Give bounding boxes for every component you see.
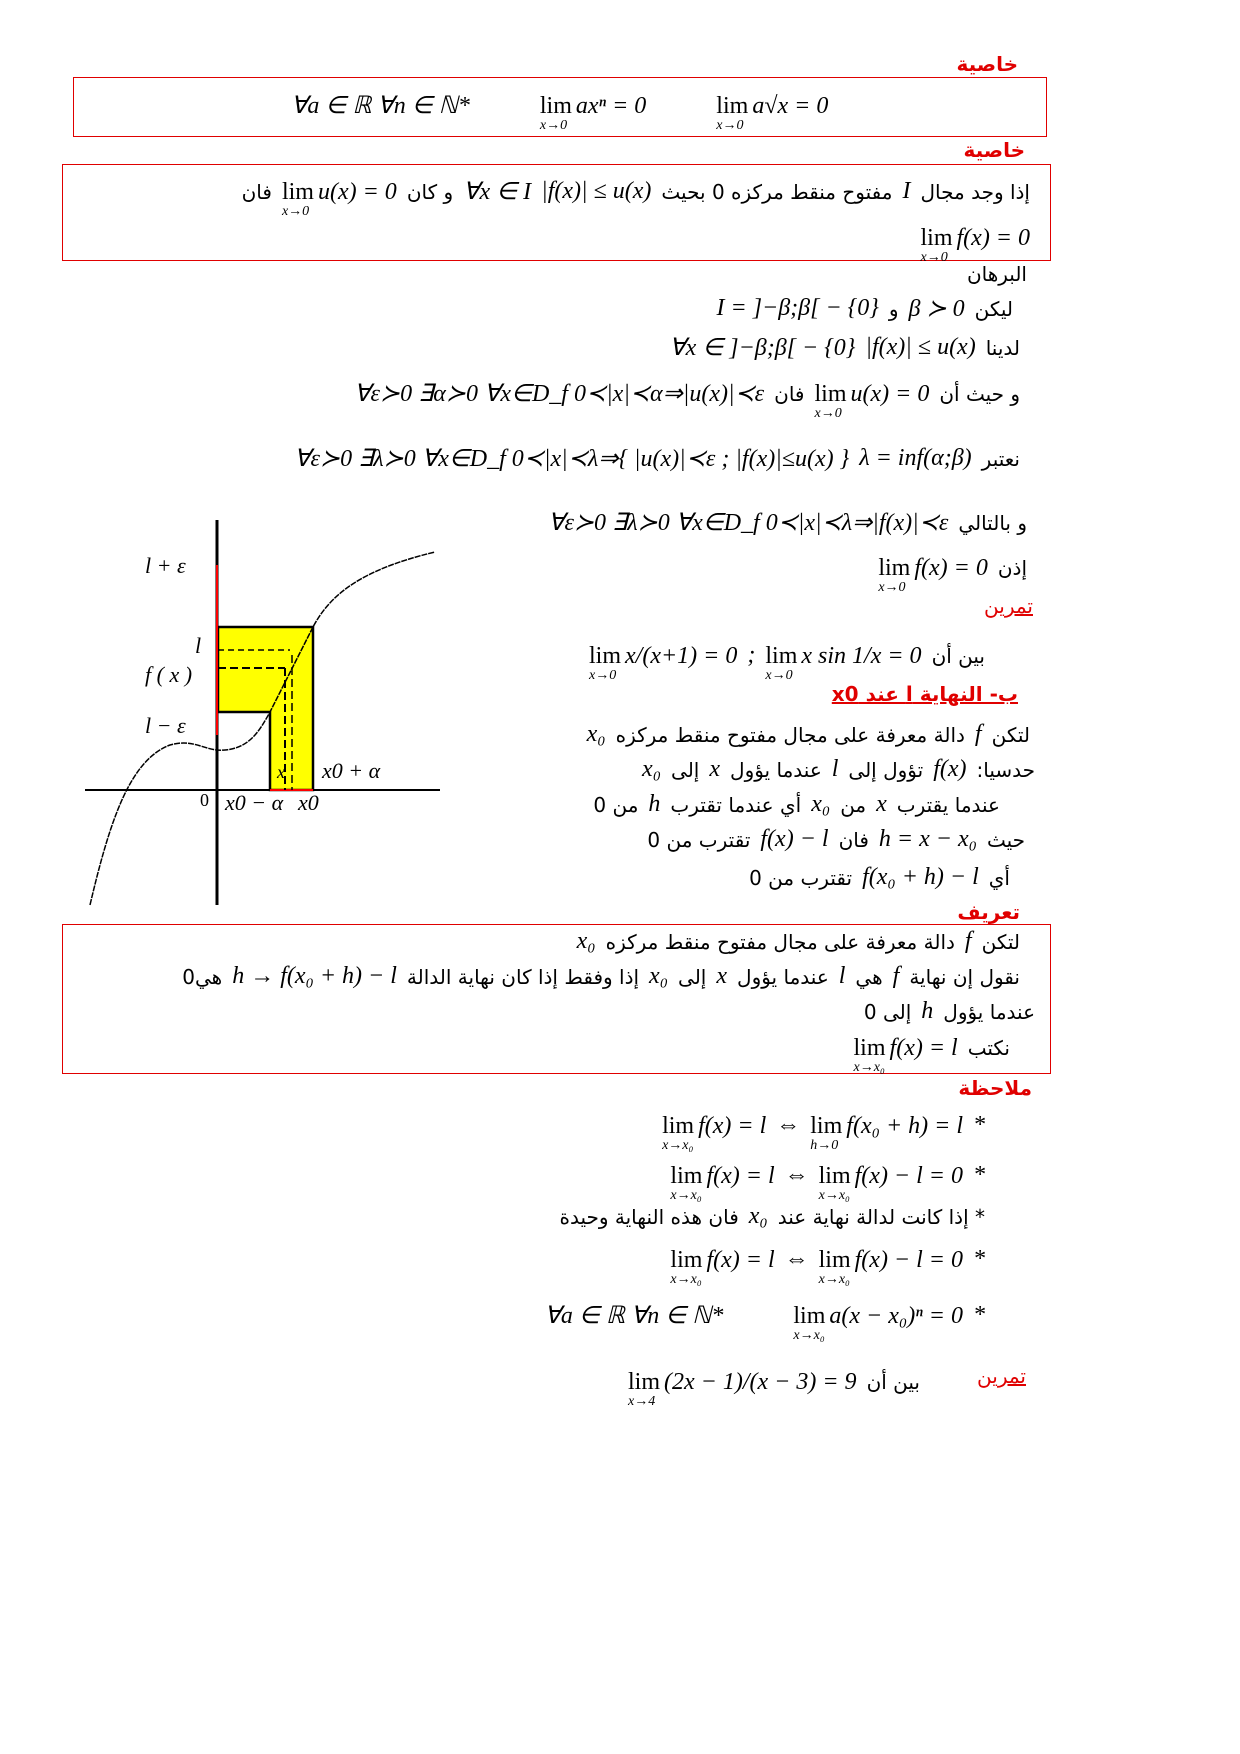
arabic-text: * إذا كانت لدالة نهاية عند bbox=[777, 1204, 985, 1229]
lim-operator: lim bbox=[670, 1163, 703, 1189]
lim-operator: lim bbox=[818, 1247, 851, 1273]
proof-5 bbox=[543, 508, 1032, 537]
math-expression: ∀x ∈ I bbox=[463, 179, 532, 205]
limit-expression bbox=[810, 1114, 963, 1153]
arabic-text: إلى bbox=[671, 757, 700, 782]
math-expression: x bbox=[716, 963, 728, 989]
limit-graph bbox=[0, 0, 460, 920]
math-expression: I bbox=[902, 178, 911, 204]
limit-body: a(x − x₀)ⁿ = 0 bbox=[829, 1303, 963, 1329]
math-expression: h bbox=[648, 791, 661, 817]
limit-expression bbox=[814, 382, 929, 421]
def-1 bbox=[572, 928, 1025, 955]
limit-expression bbox=[765, 644, 921, 683]
limit-subscript: x→0 bbox=[920, 250, 948, 265]
math-expression: ∀a ∈ ℝ ∀n ∈ ℕ* bbox=[291, 93, 470, 119]
limit-expression bbox=[793, 1304, 963, 1343]
limit-body: f(x) = l bbox=[706, 1163, 775, 1189]
lim-operator: lim bbox=[814, 381, 847, 407]
arabic-text: عندما يؤول bbox=[943, 999, 1035, 1024]
arabic-text: من bbox=[840, 792, 867, 817]
math-expression: ; bbox=[747, 642, 756, 668]
limit-expression bbox=[716, 94, 828, 133]
arabic-text: بين أن bbox=[866, 1369, 920, 1394]
limit-expression bbox=[662, 1114, 766, 1153]
math-expression: l bbox=[831, 756, 839, 782]
b-3 bbox=[588, 791, 1005, 818]
lim-operator: lim bbox=[539, 93, 572, 119]
math-expression: f(x) bbox=[933, 756, 967, 782]
label-x0-minus-alpha: x0 − α bbox=[225, 790, 284, 815]
arabic-text: دالة معرفة على مجال مفتوح منقط مركزه bbox=[615, 722, 965, 747]
limit-subscript: h→0 bbox=[810, 1138, 839, 1153]
arabic-text: عندما يؤول bbox=[737, 964, 829, 989]
rem-1 bbox=[657, 1106, 990, 1153]
arabic-text: و bbox=[888, 296, 899, 321]
proof-6 bbox=[873, 548, 1032, 595]
heading-property1: خاصية bbox=[956, 52, 1018, 76]
limit-expression bbox=[670, 1164, 774, 1203]
rem-5 bbox=[540, 1296, 990, 1343]
def-3 bbox=[859, 998, 1040, 1025]
heading-section-b bbox=[832, 682, 1018, 706]
label-l-minus-eps: l − ε bbox=[145, 713, 186, 738]
label-x: x bbox=[277, 762, 285, 782]
arabic-text: عندما يقترب bbox=[896, 792, 1000, 817]
limit-expression bbox=[540, 94, 646, 133]
label-x0-plus-alpha: x0 + α bbox=[322, 758, 381, 783]
limit-expression bbox=[854, 1036, 958, 1075]
label-zero: 0 bbox=[200, 790, 209, 810]
math-expression: |f(x)| ≤ u(x) bbox=[865, 334, 976, 360]
lim-operator: lim bbox=[920, 225, 953, 251]
limit-subscript: x→0 bbox=[716, 118, 744, 133]
math-expression: ∀ε≻0 ∃α≻0 ∀x∈D_f 0≺|x|≺α⇒|u(x)|≺ε bbox=[354, 381, 765, 407]
heading-exercise2 bbox=[977, 1364, 1026, 1388]
arabic-text: إذن bbox=[997, 555, 1027, 580]
math-expression: f bbox=[974, 721, 982, 747]
section-b-label: ب- النهاية l عند x0 bbox=[831, 682, 1018, 706]
limit-body: f(x) = 0 bbox=[956, 225, 1030, 251]
arabic-text: أي bbox=[988, 865, 1010, 890]
limit-body: x/(x+1) = 0 bbox=[625, 643, 738, 669]
arabic-text: عندما يؤول bbox=[730, 757, 822, 782]
limit-subscript: x→0 bbox=[281, 204, 310, 219]
limit-subscript: x→x₀ bbox=[670, 1188, 702, 1203]
arabic-text: البرهان bbox=[966, 262, 1027, 286]
limit-body: a√x = 0 bbox=[752, 93, 829, 119]
math-expression: ∀ε≻0 ∃λ≻0 ∀x∈D_f 0≺|x|≺λ⇒|f(x)|≺ε bbox=[548, 510, 949, 536]
limit-body: f(x) = l bbox=[889, 1035, 958, 1061]
limit-subscript: x→x₀ bbox=[662, 1138, 694, 1153]
arabic-text: تؤول إلى bbox=[848, 757, 924, 782]
limit-body: f(x) − l = 0 bbox=[854, 1247, 963, 1273]
arabic-text: حدسيا: bbox=[976, 757, 1035, 782]
math-expression: λ = inf(α;β) bbox=[859, 445, 972, 471]
arabic-text: و حيث أن bbox=[939, 381, 1020, 406]
lim-operator: lim bbox=[853, 1035, 886, 1061]
limit-expression bbox=[670, 1248, 774, 1287]
limit-expression bbox=[920, 226, 1030, 265]
yellow-region bbox=[218, 627, 313, 790]
math-expression: x₀ bbox=[642, 756, 662, 782]
arabic-text: فان bbox=[838, 827, 869, 852]
limit-body: f(x) = l bbox=[706, 1247, 775, 1273]
lim-operator: lim bbox=[810, 1113, 843, 1139]
limit-expression bbox=[819, 1164, 963, 1203]
arabic-text: بين أن bbox=[931, 643, 985, 668]
arabic-text: حيث bbox=[986, 827, 1025, 852]
b-5 bbox=[744, 864, 1015, 891]
limit-subscript: x→0 bbox=[588, 668, 617, 683]
lim-operator: lim bbox=[878, 555, 911, 581]
lim-operator: lim bbox=[793, 1303, 826, 1329]
limit-subscript: x→0 bbox=[814, 406, 842, 421]
lim-operator: lim bbox=[765, 643, 798, 669]
lim-operator: lim bbox=[281, 179, 314, 205]
arabic-text: أي عندما تقترب bbox=[670, 792, 802, 817]
math-expression: x₀ bbox=[649, 963, 669, 989]
limit-subscript: x→x₀ bbox=[818, 1188, 850, 1203]
def-4 bbox=[849, 1028, 1015, 1075]
arabic-text: لدينا bbox=[985, 335, 1020, 360]
lim-operator: lim bbox=[670, 1247, 703, 1273]
b-2 bbox=[637, 756, 1040, 783]
label-l: l bbox=[195, 633, 202, 658]
math-expression: ⇔ bbox=[776, 1112, 801, 1138]
arabic-text: إلى bbox=[678, 964, 707, 989]
arabic-text: نعتبر bbox=[981, 446, 1020, 471]
rem-2 bbox=[665, 1156, 990, 1203]
math-expression: ⇔ bbox=[784, 1162, 809, 1188]
math-expression: β ≻ 0 bbox=[908, 296, 965, 322]
math-expression: x₀ bbox=[748, 1203, 768, 1229]
math-expression: ∀x ∈ ]−β;β[ − {0} bbox=[669, 335, 856, 361]
arabic-text: دالة معرفة على مجال مفتوح منقط مركزه bbox=[605, 929, 955, 954]
math-expression: f bbox=[964, 928, 972, 954]
math-expression: l bbox=[838, 963, 846, 989]
lim-operator: lim bbox=[628, 1369, 661, 1395]
limit-body: axⁿ = 0 bbox=[575, 93, 647, 119]
arabic-text: إذا وفقط إذا كان نهاية الدالة bbox=[406, 964, 640, 989]
math-expression: * bbox=[973, 1302, 985, 1328]
limit-expression bbox=[589, 644, 737, 683]
heading-definition: تعريف bbox=[957, 900, 1020, 924]
arabic-text: مفتوح منقط مركزه 0 بحيث bbox=[661, 179, 893, 204]
limit-subscript: x→0 bbox=[765, 668, 793, 683]
limit-subscript: x→4 bbox=[628, 1394, 656, 1409]
function-curve bbox=[90, 552, 435, 905]
limit-subscript: x→x₀ bbox=[818, 1272, 850, 1287]
math-expression: ∀a ∈ ℝ ∀n ∈ ℕ* bbox=[544, 1303, 724, 1329]
exercise1-label: تمرين bbox=[984, 594, 1033, 618]
math-expression: ∀ε≻0 ∃λ≻0 ∀x∈D_f 0≺|x|≺λ⇒{ |u(x)|≺ε ; |f(x)|≤u(x) } bbox=[294, 446, 850, 472]
math-expression: ⇔ bbox=[784, 1246, 809, 1272]
limit-body: f(x) − l = 0 bbox=[854, 1163, 963, 1189]
label-fx: f ( x ) bbox=[145, 662, 193, 687]
arabic-text: فان bbox=[241, 179, 272, 204]
exercise2-label: تمرين bbox=[977, 1364, 1026, 1388]
arabic-text: لتكن bbox=[991, 722, 1030, 747]
arabic-text: هي0 bbox=[182, 964, 223, 989]
arabic-text: هي bbox=[855, 964, 883, 989]
arabic-text: و بالتالي bbox=[958, 510, 1027, 535]
arabic-text: و كان bbox=[406, 179, 454, 204]
arabic-text: نقول إن نهاية bbox=[909, 964, 1020, 989]
label-x0: x0 bbox=[298, 790, 319, 815]
label-l-plus-eps: l + ε bbox=[145, 553, 186, 578]
math-expression: I = ]−β;β[ − {0} bbox=[716, 295, 879, 321]
heading-remark: ملاحظة bbox=[958, 1076, 1032, 1100]
lim-operator: lim bbox=[588, 643, 621, 669]
limit-expression bbox=[628, 1370, 857, 1409]
arabic-text: فان bbox=[774, 381, 805, 406]
arabic-text: إلى 0 bbox=[863, 999, 912, 1024]
arabic-text: نكتب bbox=[967, 1035, 1010, 1060]
arabic-text: ليكن bbox=[974, 296, 1013, 321]
math-expression: h = x − x₀ bbox=[878, 826, 977, 852]
lim-operator: lim bbox=[818, 1163, 851, 1189]
proof-2 bbox=[664, 333, 1025, 362]
limit-subscript: x→0 bbox=[878, 580, 906, 595]
arabic-text: لتكن bbox=[981, 929, 1020, 954]
math-expression: x bbox=[876, 791, 887, 817]
limit-body: (2x − 1)/(x − 3) = 9 bbox=[664, 1369, 857, 1395]
b-1 bbox=[582, 721, 1035, 748]
ex2-line bbox=[623, 1362, 925, 1409]
lim-operator: lim bbox=[716, 93, 749, 119]
p2-line2 bbox=[915, 218, 1035, 265]
heading-property2: خاصية bbox=[963, 138, 1025, 162]
arabic-text: فان هذه النهاية وحيدة bbox=[559, 1204, 739, 1229]
limit-subscript: x→0 bbox=[539, 118, 568, 133]
arabic-text: إذا وجد مجال bbox=[920, 179, 1030, 204]
limit-subscript: x→x₀ bbox=[853, 1060, 885, 1075]
lim-operator: lim bbox=[662, 1113, 695, 1139]
limit-body: f(x) = l bbox=[698, 1113, 767, 1139]
arabic-text: من 0 bbox=[593, 792, 639, 817]
math-expression: f bbox=[892, 963, 900, 989]
limit-expression bbox=[878, 556, 988, 595]
math-expression: f(x) − l bbox=[760, 826, 829, 852]
limit-expression bbox=[819, 1248, 963, 1287]
limit-body: f(x₀ + h) = l bbox=[846, 1113, 963, 1139]
math-expression: h → f(x₀ + h) − l bbox=[232, 963, 397, 989]
math-expression: |f(x)| ≤ u(x) bbox=[541, 178, 652, 204]
rem-4 bbox=[665, 1240, 990, 1287]
b-4 bbox=[642, 826, 1030, 853]
math-expression: x₀ bbox=[811, 791, 831, 817]
math-expression: h bbox=[921, 998, 934, 1024]
math-expression: f(x₀ + h) − l bbox=[862, 864, 979, 890]
ex1-line bbox=[584, 636, 990, 683]
math-expression: * bbox=[973, 1112, 985, 1138]
limit-body: u(x) = 0 bbox=[317, 179, 397, 205]
math-expression: x bbox=[709, 756, 721, 782]
math-expression: x₀ bbox=[586, 721, 606, 747]
rem-3 bbox=[555, 1203, 991, 1230]
arabic-text: تقترب من 0 bbox=[647, 827, 751, 852]
def-2 bbox=[177, 963, 1025, 990]
heading-exercise1 bbox=[984, 594, 1033, 618]
math-expression: * bbox=[973, 1162, 985, 1188]
limit-body: x sin 1/x = 0 bbox=[801, 643, 922, 669]
limit-subscript: x→x₀ bbox=[793, 1328, 825, 1343]
proof-title bbox=[962, 262, 1032, 286]
math-expression: x₀ bbox=[576, 928, 596, 954]
arabic-text: تقترب من 0 bbox=[749, 865, 853, 890]
math-expression: * bbox=[973, 1246, 985, 1272]
proof-1 bbox=[712, 294, 1019, 323]
limit-body: f(x) = 0 bbox=[914, 555, 988, 581]
limit-subscript: x→x₀ bbox=[670, 1272, 702, 1287]
limit-body: u(x) = 0 bbox=[850, 381, 930, 407]
